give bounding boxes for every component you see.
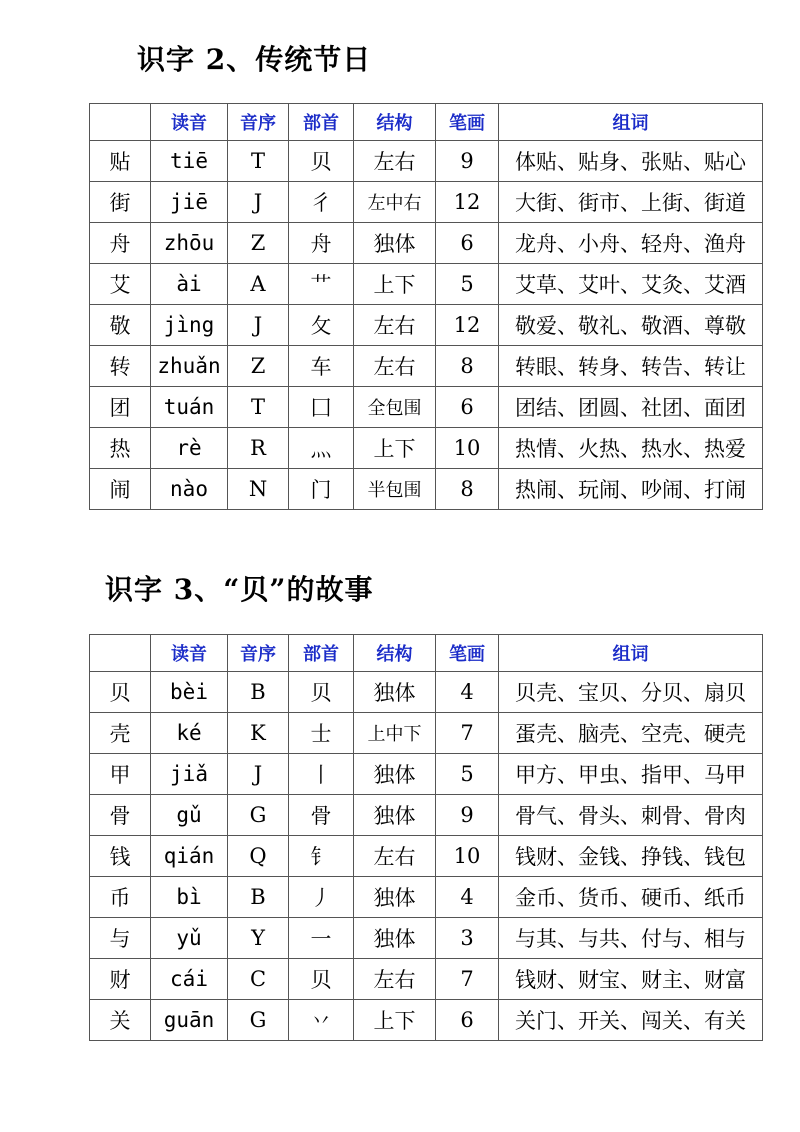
structure-cell: 左右 [354, 836, 436, 877]
pinyin-cell: bì [151, 877, 228, 918]
letter-order-cell: Q [228, 836, 289, 877]
word-group-cell: 贝壳、宝贝、分贝、扇贝 [499, 672, 763, 713]
pinyin-cell: jiē [151, 182, 228, 223]
letter-order-cell: B [228, 877, 289, 918]
structure-cell: 独体 [354, 918, 436, 959]
pinyin-cell: guān [151, 1000, 228, 1041]
word-group-cell: 转眼、转身、转告、转让 [499, 346, 763, 387]
structure-cell: 独体 [354, 754, 436, 795]
header-structure: 结构 [354, 635, 436, 672]
table-row [90, 182, 763, 223]
table-row [90, 672, 763, 713]
table-row [90, 305, 763, 346]
table-row [90, 713, 763, 754]
word-group-cell: 金币、货币、硬币、纸币 [499, 877, 763, 918]
character-cell: 关 [90, 1000, 151, 1041]
structure-cell: 独体 [354, 672, 436, 713]
letter-order-cell: T [228, 387, 289, 428]
word-group-cell: 蛋壳、脑壳、空壳、硬壳 [499, 713, 763, 754]
word-group-cell: 钱财、金钱、挣钱、钱包 [499, 836, 763, 877]
stroke-count-cell: 3 [436, 918, 499, 959]
table-row [90, 141, 763, 182]
header-letter-order: 音序 [228, 104, 289, 141]
character-cell: 热 [90, 428, 151, 469]
radical-cell: 贝 [289, 959, 354, 1000]
stroke-count-cell: 4 [436, 672, 499, 713]
header-character [90, 104, 151, 141]
stroke-count-cell: 9 [436, 141, 499, 182]
word-group-cell: 热情、火热、热水、热爱 [499, 428, 763, 469]
structure-cell: 半包围 [354, 469, 436, 510]
letter-order-cell: R [228, 428, 289, 469]
letter-order-cell: B [228, 672, 289, 713]
header-words: 组词 [499, 104, 763, 141]
header-strokes: 笔画 [436, 104, 499, 141]
table-header-row [90, 635, 763, 672]
section-title-1: 识字 2、传统节日 [137, 43, 372, 76]
radical-cell: 灬 [289, 428, 354, 469]
table-row [90, 346, 763, 387]
header-pronunciation: 读音 [151, 635, 228, 672]
letter-order-cell: T [228, 141, 289, 182]
radical-cell: 门 [289, 469, 354, 510]
structure-cell: 上中下 [354, 713, 436, 754]
character-cell: 闹 [90, 469, 151, 510]
character-cell: 钱 [90, 836, 151, 877]
pinyin-cell: zhōu [151, 223, 228, 264]
stroke-count-cell: 9 [436, 795, 499, 836]
table-row [90, 223, 763, 264]
header-letter-order: 音序 [228, 635, 289, 672]
structure-cell: 上下 [354, 428, 436, 469]
word-group-cell: 艾草、艾叶、艾灸、艾酒 [499, 264, 763, 305]
pinyin-cell: nào [151, 469, 228, 510]
radical-cell: 丷 [289, 1000, 354, 1041]
character-table-1 [89, 103, 763, 510]
character-cell: 街 [90, 182, 151, 223]
radical-cell: 骨 [289, 795, 354, 836]
header-radical: 部首 [289, 104, 354, 141]
radical-cell: 士 [289, 713, 354, 754]
header-strokes: 笔画 [436, 635, 499, 672]
structure-cell: 上下 [354, 264, 436, 305]
pinyin-cell: rè [151, 428, 228, 469]
letter-order-cell: Y [228, 918, 289, 959]
table-header-row [90, 104, 763, 141]
stroke-count-cell: 6 [436, 387, 499, 428]
stroke-count-cell: 12 [436, 182, 499, 223]
character-cell: 转 [90, 346, 151, 387]
pinyin-cell: ài [151, 264, 228, 305]
radical-cell: 彳 [289, 182, 354, 223]
word-group-cell: 与其、与共、付与、相与 [499, 918, 763, 959]
pinyin-cell: gǔ [151, 795, 228, 836]
structure-cell: 全包围 [354, 387, 436, 428]
letter-order-cell: A [228, 264, 289, 305]
stroke-count-cell: 6 [436, 223, 499, 264]
stroke-count-cell: 4 [436, 877, 499, 918]
word-group-cell: 体贴、贴身、张贴、贴心 [499, 141, 763, 182]
character-cell: 与 [90, 918, 151, 959]
stroke-count-cell: 6 [436, 1000, 499, 1041]
radical-cell: 囗 [289, 387, 354, 428]
table-row [90, 795, 763, 836]
letter-order-cell: N [228, 469, 289, 510]
pinyin-cell: ké [151, 713, 228, 754]
radical-cell: 艹 [289, 264, 354, 305]
pinyin-cell: qián [151, 836, 228, 877]
word-group-cell: 钱财、财宝、财主、财富 [499, 959, 763, 1000]
stroke-count-cell: 5 [436, 264, 499, 305]
character-cell: 骨 [90, 795, 151, 836]
radical-cell: 钅 [289, 836, 354, 877]
word-group-cell: 敬爱、敬礼、敬酒、尊敬 [499, 305, 763, 346]
stroke-count-cell: 10 [436, 836, 499, 877]
stroke-count-cell: 10 [436, 428, 499, 469]
table-row [90, 836, 763, 877]
structure-cell: 左右 [354, 305, 436, 346]
structure-cell: 左中右 [354, 182, 436, 223]
pinyin-cell: tiē [151, 141, 228, 182]
pinyin-cell: jìng [151, 305, 228, 346]
pinyin-cell: jiǎ [151, 754, 228, 795]
character-cell: 甲 [90, 754, 151, 795]
structure-cell: 左右 [354, 141, 436, 182]
letter-order-cell: Z [228, 346, 289, 387]
word-group-cell: 龙舟、小舟、轻舟、渔舟 [499, 223, 763, 264]
header-pronunciation: 读音 [151, 104, 228, 141]
stroke-count-cell: 8 [436, 346, 499, 387]
table-row [90, 428, 763, 469]
stroke-count-cell: 7 [436, 713, 499, 754]
character-cell: 敬 [90, 305, 151, 346]
stroke-count-cell: 12 [436, 305, 499, 346]
letter-order-cell: G [228, 1000, 289, 1041]
pinyin-cell: zhuǎn [151, 346, 228, 387]
radical-cell: 丿 [289, 877, 354, 918]
word-group-cell: 团结、团圆、社团、面团 [499, 387, 763, 428]
letter-order-cell: K [228, 713, 289, 754]
letter-order-cell: J [228, 305, 289, 346]
table-row [90, 1000, 763, 1041]
stroke-count-cell: 8 [436, 469, 499, 510]
section-title-2: 识字 3、“贝”的故事 [105, 573, 374, 606]
table-row [90, 387, 763, 428]
header-structure: 结构 [354, 104, 436, 141]
letter-order-cell: J [228, 754, 289, 795]
table-row [90, 877, 763, 918]
stroke-count-cell: 5 [436, 754, 499, 795]
radical-cell: 贝 [289, 672, 354, 713]
table-row [90, 264, 763, 305]
character-cell: 团 [90, 387, 151, 428]
letter-order-cell: J [228, 182, 289, 223]
pinyin-cell: cái [151, 959, 228, 1000]
table-row [90, 469, 763, 510]
radical-cell: 舟 [289, 223, 354, 264]
character-cell: 贝 [90, 672, 151, 713]
letter-order-cell: Z [228, 223, 289, 264]
radical-cell: 攵 [289, 305, 354, 346]
character-cell: 壳 [90, 713, 151, 754]
character-cell: 财 [90, 959, 151, 1000]
letter-order-cell: G [228, 795, 289, 836]
word-group-cell: 热闹、玩闹、吵闹、打闹 [499, 469, 763, 510]
radical-cell: 一 [289, 918, 354, 959]
stroke-count-cell: 7 [436, 959, 499, 1000]
header-character [90, 635, 151, 672]
table-row [90, 918, 763, 959]
character-cell: 艾 [90, 264, 151, 305]
header-radical: 部首 [289, 635, 354, 672]
word-group-cell: 甲方、甲虫、指甲、马甲 [499, 754, 763, 795]
structure-cell: 独体 [354, 223, 436, 264]
structure-cell: 左右 [354, 959, 436, 1000]
structure-cell: 左右 [354, 346, 436, 387]
table-row [90, 959, 763, 1000]
word-group-cell: 关门、开关、闯关、有关 [499, 1000, 763, 1041]
word-group-cell: 骨气、骨头、刺骨、骨肉 [499, 795, 763, 836]
header-words: 组词 [499, 635, 763, 672]
structure-cell: 独体 [354, 877, 436, 918]
pinyin-cell: yǔ [151, 918, 228, 959]
character-cell: 贴 [90, 141, 151, 182]
pinyin-cell: bèi [151, 672, 228, 713]
pinyin-cell: tuán [151, 387, 228, 428]
character-cell: 舟 [90, 223, 151, 264]
structure-cell: 独体 [354, 795, 436, 836]
table-row [90, 754, 763, 795]
letter-order-cell: C [228, 959, 289, 1000]
word-group-cell: 大街、街市、上街、街道 [499, 182, 763, 223]
character-cell: 币 [90, 877, 151, 918]
structure-cell: 上下 [354, 1000, 436, 1041]
radical-cell: 丨 [289, 754, 354, 795]
character-table-2 [89, 634, 763, 1041]
radical-cell: 贝 [289, 141, 354, 182]
radical-cell: 车 [289, 346, 354, 387]
